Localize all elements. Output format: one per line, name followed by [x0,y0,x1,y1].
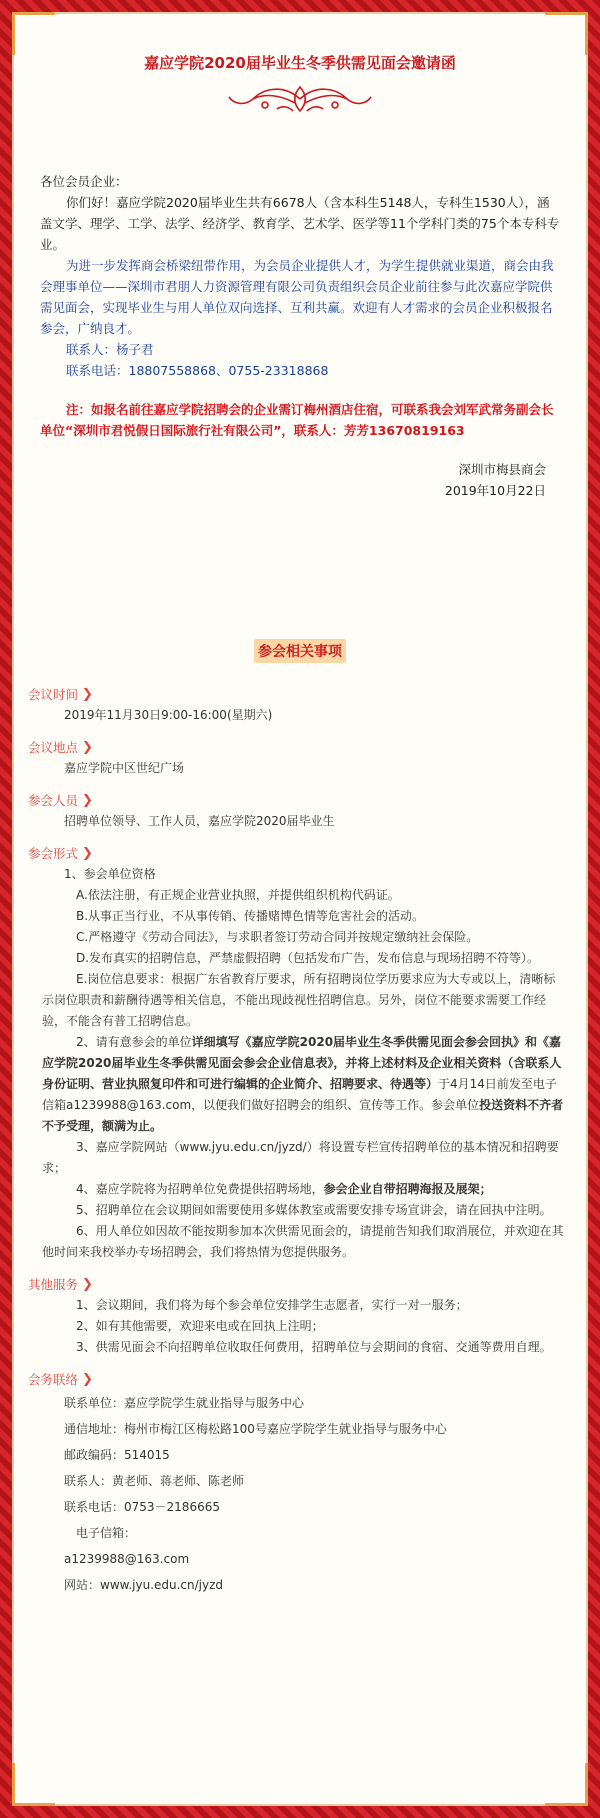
list-item: 2、如有其他需要，欢迎来电或在回执上注明； [76,1319,324,1333]
letter-paragraph-intro: 你们好！嘉应学院2020届毕业生共有6678人（含本科生5148人，专科生1530人），涵盖文学、理学、工学、法学、经济学、教育学、艺术学、医学等11个学科门类的75个本专科专业。 [40,195,560,252]
chevron-right-icon: ❯ [82,1371,93,1387]
list-item: 5、招聘单位在会议期间如需要使用多媒体教室或需要安排专场宣讲会，请在回执中注明。 [76,1203,552,1217]
contact-phone: 联系电话：18807558868、0755-23318868 [66,363,329,378]
section-header [28,842,588,864]
list-item: D.发布真实的招聘信息，严禁虚假招聘（包括发布广告，发布信息与现场招聘不符等）。 [76,951,540,965]
contact-person: 联系人：杨子君 [66,342,154,357]
list-item [42,1179,564,1200]
chevron-right-icon: ❯ [82,792,93,808]
contact-phone-number: 联系电话：0753－2186665 [64,1500,220,1514]
section-other-services [12,1273,588,1358]
section-body [12,864,588,1263]
accommodation-note: 注：如报名前往嘉应学院招聘会的企业需订梅州酒店住宿，可联系我会刘军武常务副会长单位“深圳市君悦假日国际旅行社有限公司”，联系人：芳芳13670819163 [40,402,554,438]
section-header [28,1273,588,1295]
section-meeting-time [12,683,588,726]
contact-website: 网站：www.jyu.edu.cn/jyzd [64,1578,224,1592]
section-contact [12,1368,588,1598]
section-body [12,705,588,726]
section-label: 参会形式 [28,845,79,861]
chevron-right-icon: ❯ [82,686,93,702]
chevron-right-icon: ❯ [82,1276,93,1292]
list-item: B.从事正当行业，不从事传销、传播赌博色情等危害社会的活动。 [76,909,425,923]
section-body [12,1390,588,1598]
spacer [40,381,560,399]
list-item: 3、供需见面会不向招聘单位收取任何费用，招聘单位与会期间的食宿、交通等费用自理。 [76,1340,552,1354]
section-body [12,1295,588,1358]
list-item: 3、嘉应学院网站（www.jyu.edu.cn/jyzd/）将设置专栏宣传招聘单位的基本情况和招聘要求； [42,1140,559,1175]
list-item [42,1032,564,1137]
section-label: 会务联络 [28,1371,79,1387]
section-label: 其他服务 [28,1276,79,1292]
section-body [12,811,588,832]
section-label: 参会人员 [28,792,79,808]
spacer [40,441,560,459]
signature-date: 2019年10月22日 [444,483,546,498]
contact-email-label: 电子信箱： [76,1526,137,1540]
contact-unit: 联系单位：嘉应学院学生就业指导与服务中心 [64,1396,305,1410]
contact-people: 联系人：黄老师、蒋老师、陈老师 [64,1474,245,1488]
text-span: 2、请有意参会的单位 [76,1035,192,1049]
list-item: 1、会议期间，我们将为每个参会单位安排学生志愿者，实行一对一服务； [76,1298,468,1312]
section-body [12,758,588,779]
meeting-time-value: 2019年11月30日9:00-16:00(星期六) [64,708,273,722]
attendees-value: 招聘单位领导、工作人员，嘉应学院2020届毕业生 [64,814,335,828]
text-span-bold: 参会企业自带招聘海报及展架； [323,1182,492,1196]
text-span: 于4月14日前发至电子信箱a1239988@163.com，以便我们做好招聘会的组织、宣传等工作。参会单位 [42,1077,557,1112]
list-item: 6、用人单位如因故不能按期参加本次供需见面会的，请提前告知我们取消展位，并欢迎在其他时间来我校举办专场招聘会，我们将热情为您提供服务。 [42,1224,564,1259]
meeting-place-value: 嘉应学院中区世纪广场 [64,761,185,775]
greeting: 各位会员企业： [40,174,128,189]
letter-paragraph-purpose: 为进一步发挥商会桥梁纽带作用，为会员企业提供人才，为学生提供就业渠道，商会由我会理事单位——深圳市君朋人力资源管理有限公司负责组织会员企业前往参与此次嘉应学院供需见面会，实现毕业生与用人单位双向选择、互利共赢。欢迎有人才需求的会员企业积极报名参会，广纳良才。 [40,258,554,336]
contact-email: a1239988@163.com [64,1552,190,1566]
contact-postcode: 邮政编码：514015 [64,1448,170,1462]
chevron-right-icon: ❯ [82,739,93,755]
list-item: A.依法注册，有正规企业营业执照，并提供组织机构代码证。 [76,888,400,902]
section-meeting-place [12,736,588,779]
section-header [28,736,588,758]
page-content [12,12,588,1598]
section-header [28,789,588,811]
section-title-meeting-info: 参会相关事项 [254,639,346,663]
corner-ornament [12,1763,55,1806]
section-title-wrap [12,639,588,663]
section-label: 会议地点 [28,739,79,755]
invitation-letter [12,171,588,501]
section-header [28,683,588,705]
text-span-bold: 详细填写《嘉应学院2020届毕业生冬季供需见面会参会回执》和《嘉应学院2020届毕业生冬季供需见面会参会企业信息表》，并将上述材料及企业相关资料（含联系人身份证明、营业执照复印件和可进行编辑的企业简介、招聘要求、待遇等） [42,1035,562,1091]
chevron-right-icon: ❯ [82,845,93,861]
corner-ornament [545,1763,588,1806]
signature-org: 深圳市梅县商会 [458,462,546,477]
contact-address: 通信地址：梅州市梅江区梅松路100号嘉应学院学生就业指导与服务中心 [64,1422,447,1436]
list-item: C.严格遵守《劳动合同法》，与求职者签订劳动合同并按规定缴纳社会保险。 [76,930,479,944]
section-header [28,1368,588,1390]
page-title: 嘉应学院2020届毕业生冬季供需见面会邀请函 [144,54,456,72]
text-span: 4、嘉应学院将为招聘单位免费提供招聘场地， [76,1182,324,1196]
text-span-bold: 投送资料不齐者不予受理，额满为止。 [42,1098,564,1133]
list-item: E.岗位信息要求：根据广东省教育厅要求，所有招聘岗位学历要求应为大专或以上，清晰标示岗位职责和薪酬待遇等相关信息，不能出现歧视性招聘信息。另外，岗位不能要求需要工作经验，不能含有普工招聘信息。 [42,972,556,1028]
floral-ornament-icon [225,81,375,115]
section-attendees [12,789,588,832]
section-label: 会议时间 [28,686,79,702]
section-participation-form [12,842,588,1263]
list-item: 1、参会单位资格 [64,867,156,881]
